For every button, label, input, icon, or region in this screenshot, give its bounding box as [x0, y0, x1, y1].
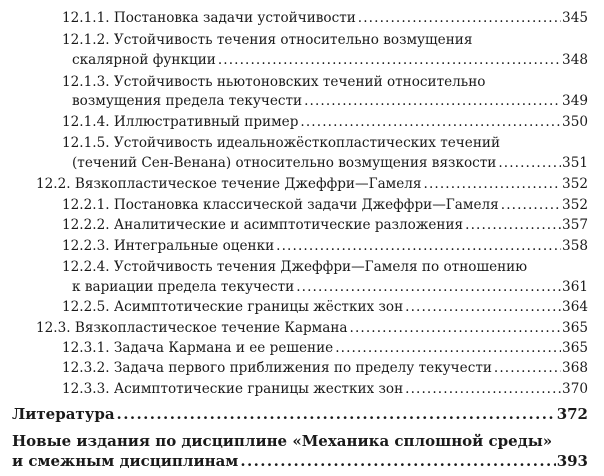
toc-entry-title: 12.2.1. Постановка классической задачи Джеффри—Гамеля: [62, 197, 499, 213]
toc-dot-leader: [494, 358, 561, 378]
toc-dot-leader: [240, 450, 555, 472]
toc-dot-leader: [501, 195, 561, 215]
toc-dot-leader: [498, 153, 561, 173]
toc-page-number: 357: [562, 217, 588, 233]
toc-entry-title: 12.1.2. Устойчивость течения относительно возмущения: [62, 32, 473, 48]
toc-page-number: 361: [562, 279, 588, 295]
toc-entry-title: 12.2.4. Устойчивость течения Джеффри—Гамеля по отношению: [62, 259, 528, 275]
toc-page-number: 365: [562, 320, 588, 336]
toc-entry-title: 12.1.4. Иллюстративный пример: [62, 114, 299, 130]
toc-entry-title: 12.1.1. Постановка задачи устойчивости: [62, 10, 356, 26]
toc-page-number: 364: [562, 299, 588, 315]
toc-entry-title: Новые издания по дисциплине «Механика сплошной среды»: [12, 432, 553, 450]
toc-entry-title: 12.2. Вязкопластическое течение Джеффри—Гамеля: [36, 176, 422, 192]
toc-dot-leader: [117, 403, 556, 425]
toc-entry-title-continued: к вариации предела текучести: [72, 279, 295, 295]
toc-page-number: 345: [562, 10, 588, 26]
toc-page-number: 351: [562, 155, 588, 171]
toc-entry-title-continued: скалярной функции: [72, 52, 216, 68]
toc-page-number: 352: [562, 176, 588, 192]
toc-page-number: 393: [556, 452, 588, 470]
toc-entry-title: 12.2.3. Интегральные оценки: [62, 238, 275, 254]
toc-entry-title: 12.2.5. Асимптотические границы жёстких зон: [62, 299, 404, 315]
toc-entry-title: 12.3.3. Асимптотические границы жестких зон: [62, 381, 404, 397]
toc-dot-leader: [335, 338, 561, 358]
toc-entry-title: 12.3.2. Задача первого приближения по пределу текучести: [62, 360, 492, 376]
toc-dot-leader: [465, 215, 561, 235]
toc-entry-title-continued: (течений Сен-Венана) относительно возмущения вязкости: [72, 155, 497, 171]
toc-dot-leader: [296, 277, 561, 297]
toc-entry-title-continued: возмущения предела текучести: [72, 93, 303, 109]
toc-dot-leader: [358, 8, 561, 28]
toc-entry-title: 12.2.2. Аналитические и асимптотические разложения: [62, 217, 464, 233]
toc-dot-leader: [424, 174, 562, 194]
toc-page-number: 368: [562, 360, 588, 376]
toc-page-number: 370: [562, 381, 588, 397]
toc-entry-title: 12.3.1. Задача Кармана и ее решение: [62, 340, 334, 356]
toc-page-number: 372: [556, 405, 588, 423]
toc-dot-leader: [218, 50, 561, 70]
toc-page-number: 348: [562, 52, 588, 68]
toc-page-number: 365: [562, 340, 588, 356]
toc-entry-title: 12.1.3. Устойчивость ньютоновских течений относительно: [62, 74, 486, 90]
toc-dot-leader: [405, 297, 561, 317]
toc-page-number: 349: [562, 93, 588, 109]
toc-entry-title-continued: и смежным дисциплинам: [12, 452, 239, 470]
toc-dot-leader: [304, 91, 561, 111]
toc-page-number: 350: [562, 114, 588, 130]
toc-page-number: 358: [562, 238, 588, 254]
toc-dot-leader: [300, 112, 561, 132]
toc-dot-leader: [350, 318, 562, 338]
toc-entry-title: Литература: [12, 405, 115, 423]
toc-page-number: 352: [562, 197, 588, 213]
toc-dot-leader: [276, 236, 561, 256]
toc-dot-leader: [405, 379, 561, 399]
toc-entry-title: 12.1.5. Устойчивость идеальножёсткопластических течений: [62, 135, 501, 151]
toc-entry-title: 12.3. Вязкопластическое течение Кармана: [36, 320, 348, 336]
